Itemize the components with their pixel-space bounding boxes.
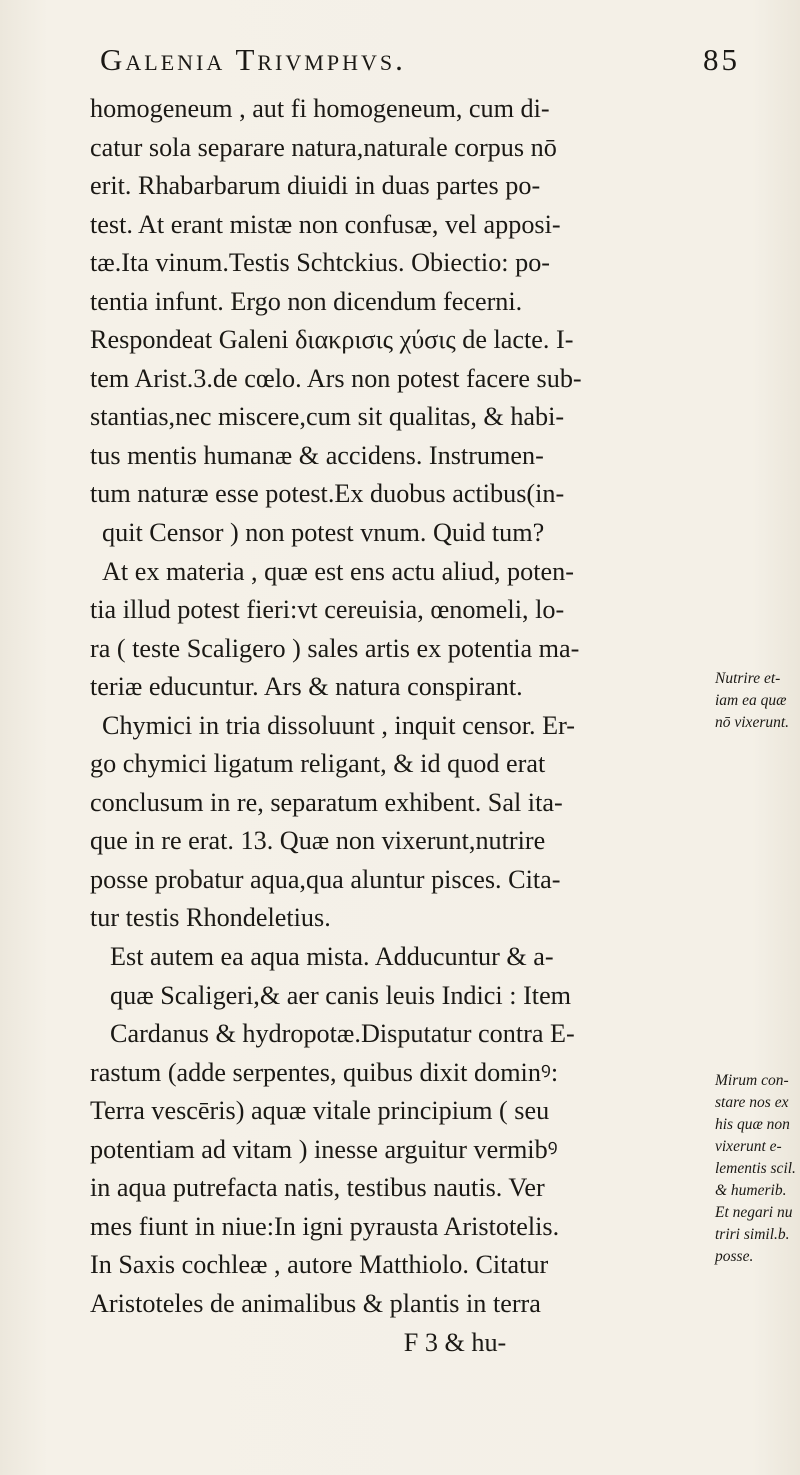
text-line: Est autem ea aqua mista. Adducuntur & a- [110, 942, 554, 972]
text-line: erit. Rhabarbarum diuidi in duas partes po- [90, 171, 541, 201]
text-line: stantias,nec miscere,cum sit qualitas, & habi- [90, 402, 565, 432]
text-line: tæ.Ita vinum.Testis Schtckius. Obiectio: po- [90, 248, 551, 278]
margin-note-line: Nutrire et- [715, 670, 781, 687]
text-line: tem Arist.3.de cœlo. Ars non potest facere sub- [90, 363, 582, 393]
text-line: tentia infunt. Ergo non dicendum fecerni. [90, 286, 523, 316]
page-number: 85 [703, 42, 740, 77]
margin-note-line: Mirum con- [715, 1072, 789, 1089]
margin-note-line: iam ea quæ [715, 692, 787, 709]
text-line: tia illud potest fieri:vt cereuisia, œnomeli, lo- [90, 595, 565, 625]
text-line: catur sola separare natura,naturale corpus nō [90, 132, 557, 162]
margin-note-line: his quæ non [715, 1116, 790, 1133]
text-line: posse probatur aqua,qua aluntur pisces. Cita- [90, 864, 561, 894]
margin-note-line: vixerunt e- [715, 1138, 782, 1155]
text-line: go chymici ligatum religant, & id quod erat [90, 749, 546, 779]
text-line: Aristoteles de animalibus & plantis in terra [90, 1288, 541, 1318]
text-line: test. At erant mistæ non confusæ, vel apposi- [90, 209, 561, 239]
margin-note-line: triri simil.b. [715, 1226, 790, 1243]
text-line: mes fiunt in niue:In igni pyrausta Aristotelis. [90, 1211, 560, 1241]
text-line: Respondeat Galeni διακρισις χύσις de lacte. I- [90, 325, 574, 355]
text-line: que in re erat. 13. Quæ non vixerunt,nutrire [90, 826, 546, 856]
margin-note-line: Et negari nu [715, 1204, 793, 1221]
text-line: tur testis Rhondeletius. [90, 903, 331, 933]
text-line: in aqua putrefacta natis, testibus nautis. Ver [90, 1173, 545, 1203]
margin-note-line: & humerib. [715, 1182, 787, 1199]
text-line: conclusum in re, separatum exhibent. Sal ita- [90, 787, 563, 817]
margin-note [715, 1070, 800, 1268]
margin-note-line: nō vixerunt. [715, 714, 790, 731]
text-line: In Saxis cochleæ , autore Matthiolo. Citatur [90, 1250, 549, 1280]
catchword-line: F 3 & hu- [403, 1327, 507, 1357]
text-line: quit Censor ) non potest vnum. Quid tum? [102, 518, 545, 548]
margin-note-line: posse. [715, 1248, 754, 1265]
text-line: Chymici in tria dissoluunt , inquit censor. Er- [102, 710, 575, 740]
text-line: teriæ educuntur. Ars & natura conspirant. [90, 672, 523, 702]
text-line: Cardanus & hydropotæ.Disputatur contra E- [110, 1019, 575, 1049]
text-line: Terra vescēris) aquæ vitale principium ( seu [90, 1096, 550, 1126]
text-line: potentiam ad vitam ) inesse arguitur vermibꝰ [90, 1134, 558, 1164]
body-text [90, 90, 710, 1362]
text-line: quæ Scaligeri,& aer canis leuis Indici : Item [110, 980, 572, 1010]
text-line: ra ( teste Scaligero ) sales artis ex potentia ma- [90, 633, 580, 663]
text-line: At ex materia , quæ est ens actu aliud, poten- [102, 556, 574, 586]
margin-note-line: lementis scil. [715, 1160, 796, 1177]
text-line: rastum (adde serpentes, quibus dixit dominꝰ: [90, 1057, 559, 1087]
text-line: tum naturæ esse potest.Ex duobus actibus(in- [90, 479, 565, 509]
margin-note-line: stare nos ex [715, 1094, 789, 1111]
running-title: Galenia Trivmphvs. [100, 42, 406, 77]
text-line: tus mentis humanæ & accidens. Instrumen- [90, 440, 544, 470]
margin-note [715, 668, 800, 734]
text-line: homogeneum , aut fi homogeneum, cum di- [90, 94, 550, 123]
